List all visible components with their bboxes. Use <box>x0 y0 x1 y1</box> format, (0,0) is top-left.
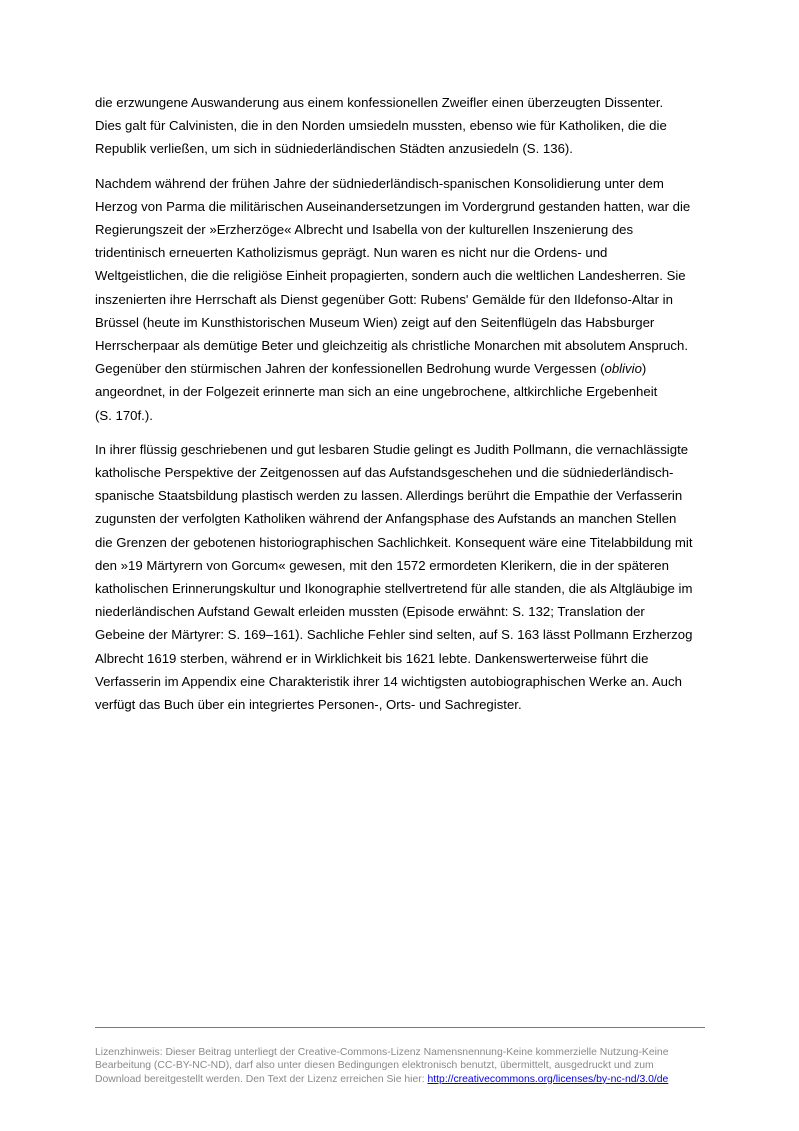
text-line: spanische Staatsbildung plastisch werden zu lassen. Allerdings berührt die Empathie der Verfasserin <box>95 488 683 504</box>
text-line: angeordnet, in der Folgezeit erinnerte man sich an eine ungebrochene, altkirchliche Ergebenheit <box>95 384 658 400</box>
text-line: Herzog von Parma die militärischen Auseinandersetzungen im Vordergrund gestanden hatten, war die <box>95 198 691 214</box>
text-line: katholischen Erinnerungskultur und Ikonographie stellvertretend für alle standen, die als Altgläubige im <box>95 581 693 597</box>
text-line: die erzwungene Auswanderung aus einem konfessionellen Zweifler einen überzeugten Dissenter. <box>95 95 664 110</box>
text-line: katholische Perspektive der Zeitgenossen auf das Aufstandsgeschehen und die südniederländisch- <box>95 465 674 481</box>
license-line: Bearbeitung (CC-BY-NC-ND), darf also unter diesen Bedingungen elektronisch benutzt, übermittelt, ausgedruckt und zum <box>95 1060 654 1072</box>
text-segment: Gegenüber den stürmischen Jahren der konfessionellen Bedrohung wurde Vergessen ( <box>95 361 605 377</box>
text-line: die Grenzen der gebotenen historiographischen Sachlichkeit. Konsequent wäre eine Titelabbildung mit <box>95 534 693 550</box>
text-line: In ihrer flüssig geschriebenen und gut lesbaren Studie gelingt es Judith Pollmann, die vernachlässigte <box>95 441 689 457</box>
article-body <box>95 91 715 727</box>
text-line: tridentinisch erneuerten Katholizismus geprägt. Nun waren es nicht nur die Ordens- und <box>95 245 608 261</box>
license-line: Lizenzhinweis: Dieser Beitrag unterliegt der Creative-Commons-Lizenz Namensnennung-Keine kommerzielle Nutzung-Keine <box>95 1047 669 1058</box>
text-line: Dies galt für Calvinisten, die in den Norden umsiedeln mussten, ebenso wie für Katholiken, die die <box>95 118 667 134</box>
text-line: verfügt das Buch über ein integriertes Personen-, Orts- und Sachregister. <box>95 697 522 713</box>
text-line-with-italic <box>95 357 715 380</box>
text-line: Albrecht 1619 sterben, während er in Wirklichkeit bis 1621 lebte. Dankenswerterweise führt die <box>95 650 649 666</box>
text-line: inszenierten ihre Herrschaft als Dienst gegenüber Gott: Rubens' Gemälde für den Ildefonso-Altar in <box>95 291 673 307</box>
text-line: Gebeine der Märtyrer: S. 169–161). Sachliche Fehler sind selten, auf S. 163 lässt Pollmann Erzherzog <box>95 627 693 643</box>
text-line: Republik verließen, um sich in südniederländischen Städten anzusiedeln (S. 136). <box>95 141 573 157</box>
text-line: Verfasserin im Appendix eine Charakteristik ihrer 14 wichtigsten autobiographischen Werke an. Auch <box>95 673 682 689</box>
license-text: Download bereitgestellt werden. Den Text der Lizenz erreichen Sie hier: <box>95 1073 428 1085</box>
text-line: Brüssel (heute im Kunsthistorischen Museum Wien) zeigt auf den Seitenflügeln das Habsburger <box>95 314 655 330</box>
paragraph-2 <box>95 172 715 427</box>
paragraph-1 <box>95 91 715 161</box>
text-line: Herrscherpaar als demütige Beter und gleichzeitig als christliche Monarchen mit absolutem Anspruch. <box>95 338 688 354</box>
license-notice <box>95 1046 715 1086</box>
text-line: zugunsten der verfolgten Katholiken während der Anfangsphase des Aufstands an manchen Stellen <box>95 511 677 527</box>
text-segment: ) <box>641 361 647 377</box>
text-line: den »19 Märtyrern von Gorcum« gewesen, mit den 1572 ermordeten Klerikern, die in der späteren <box>95 557 669 573</box>
license-line <box>95 1073 715 1086</box>
license-link[interactable]: http://creativecommons.org/licenses/by-nc-nd/3.0/de <box>427 1073 669 1085</box>
text-line: niederländischen Aufstand Gewalt erleiden mussten (Episode erwähnt: S. 132; Translation der <box>95 604 645 620</box>
footer-divider <box>95 1027 705 1028</box>
text-line: Nachdem während der frühen Jahre der südniederländisch-spanischen Konsolidierung unter dem <box>95 175 664 191</box>
italic-term: oblivio <box>604 361 642 377</box>
paragraph-3 <box>95 438 715 716</box>
text-line: (S. 170f.). <box>95 407 153 423</box>
text-line: Weltgeistlichen, die die religiöse Einheit propagierten, sondern auch die weltlichen Landesherren. Sie <box>95 268 686 284</box>
text-line: Regierungszeit der »Erzherzöge« Albrecht und Isabella von der kulturellen Inszenierung des <box>95 222 634 238</box>
